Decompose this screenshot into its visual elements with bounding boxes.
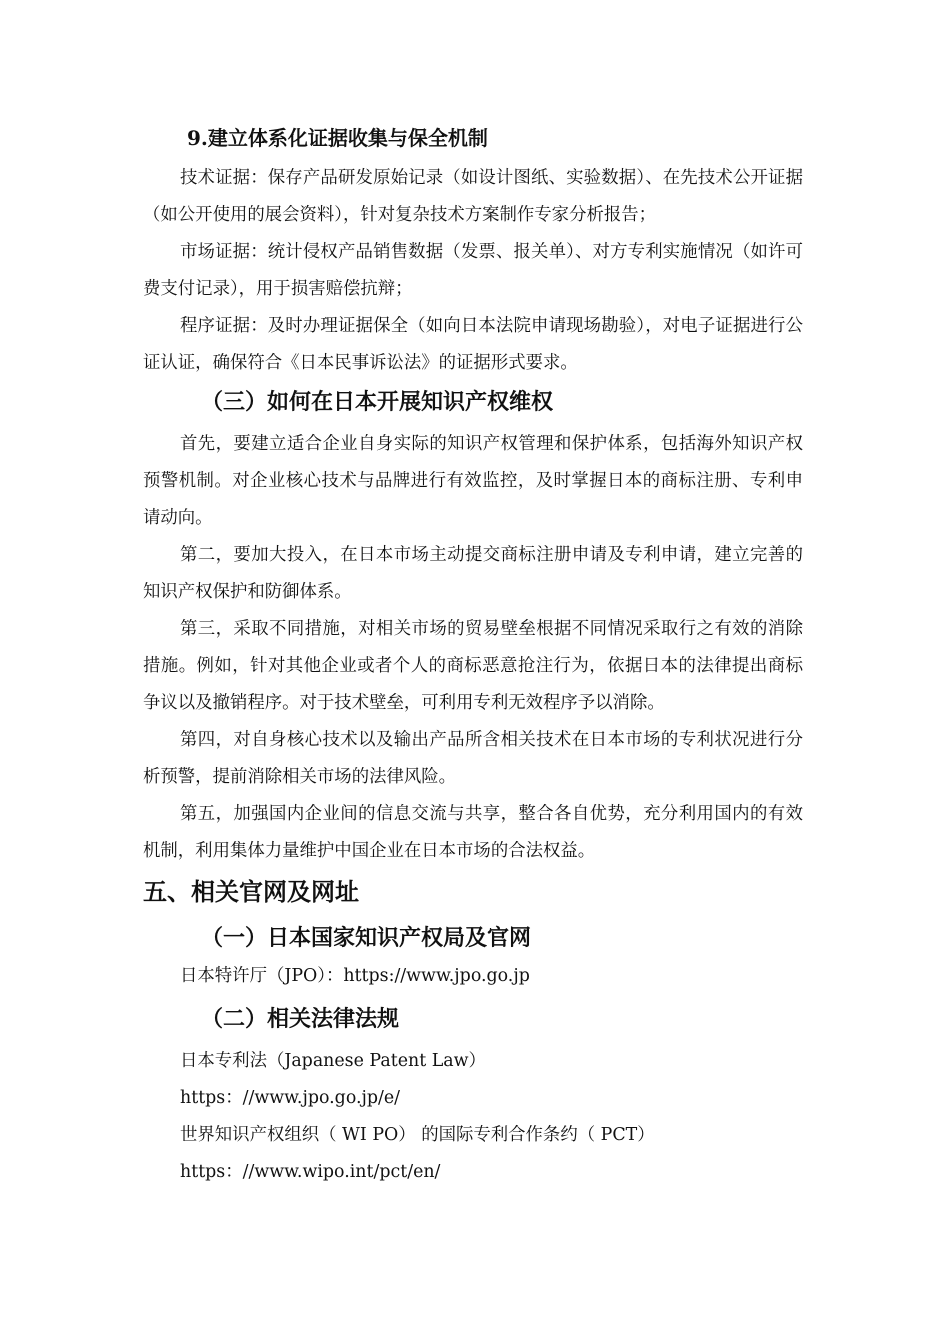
section-3-heading: （三）如何在日本开展知识产权维权 (201, 389, 554, 415)
jpo-website-line: 日本特许厅（JPO）：https://www.jpo.go.jp (180, 966, 530, 986)
jpo-heading: （一）日本国家知识产权局及官网 (201, 925, 532, 951)
wipo-pct-line: 世界知识产权组织（ WI PO） 的国际专利合作条约（ PCT） (180, 1125, 655, 1145)
patent-law-line: 日本专利法（Japanese Patent Law） (180, 1051, 486, 1071)
first-measure-paragraph: 首先，要建立适合企业自身实际的知识产权管理和保护体系，包括海外知识产权预警机制。对企业核心技术与品牌进行有效监控，及时掌握日本的商标注册、专利申请动向。 (143, 434, 803, 528)
technical-evidence-paragraph: 技术证据：保存产品研发原始记录（如设计图纸、实验数据）、在先技术公开证据（如公开使用的展会资料），针对复杂技术方案制作专家分析报告； (143, 168, 803, 225)
market-evidence-paragraph: 市场证据：统计侵权产品销售数据（发票、报关单）、对方专利实施情况（如许可费支付记录），用于损害赔偿抗辩； (143, 242, 803, 299)
third-measure-paragraph: 第三，采取不同措施，对相关市场的贸易壁垒根据不同情况采取行之有效的消除措施。例如，针对其他企业或者个人的商标恶意抢注行为，依据日本的法律提出商标争议以及撤销程序。对于技术壁垒，可利用专利无效程序予以消除。 (143, 619, 803, 713)
section-9-heading: 9.建立体系化证据收集与保全机制 (187, 126, 488, 150)
laws-heading: （二）相关法律法规 (201, 1006, 400, 1032)
second-measure-paragraph: 第二，要加大投入，在日本市场主动提交商标注册申请及专利申请，建立完善的知识产权保护和防御体系。 (143, 545, 803, 602)
page-content (143, 120, 803, 1191)
wipo-pct-url: https：//www.wipo.int/pct/en/ (180, 1162, 441, 1182)
section-5-heading: 五、相关官网及网址 (143, 877, 359, 906)
fifth-measure-paragraph: 第五，加强国内企业间的信息交流与共享，整合各自优势，充分利用国内的有效机制，利用集体力量维护中国企业在日本市场的合法权益。 (143, 804, 803, 861)
patent-law-url: https：//www.jpo.go.jp/e/ (180, 1088, 401, 1108)
fourth-measure-paragraph: 第四，对自身核心技术以及输出产品所含相关技术在日本市场的专利状况进行分析预警，提前消除相关市场的法律风险。 (143, 730, 803, 787)
procedural-evidence-paragraph: 程序证据：及时办理证据保全（如向日本法院申请现场勘验），对电子证据进行公证认证，确保符合《日本民事诉讼法》的证据形式要求。 (143, 316, 803, 373)
